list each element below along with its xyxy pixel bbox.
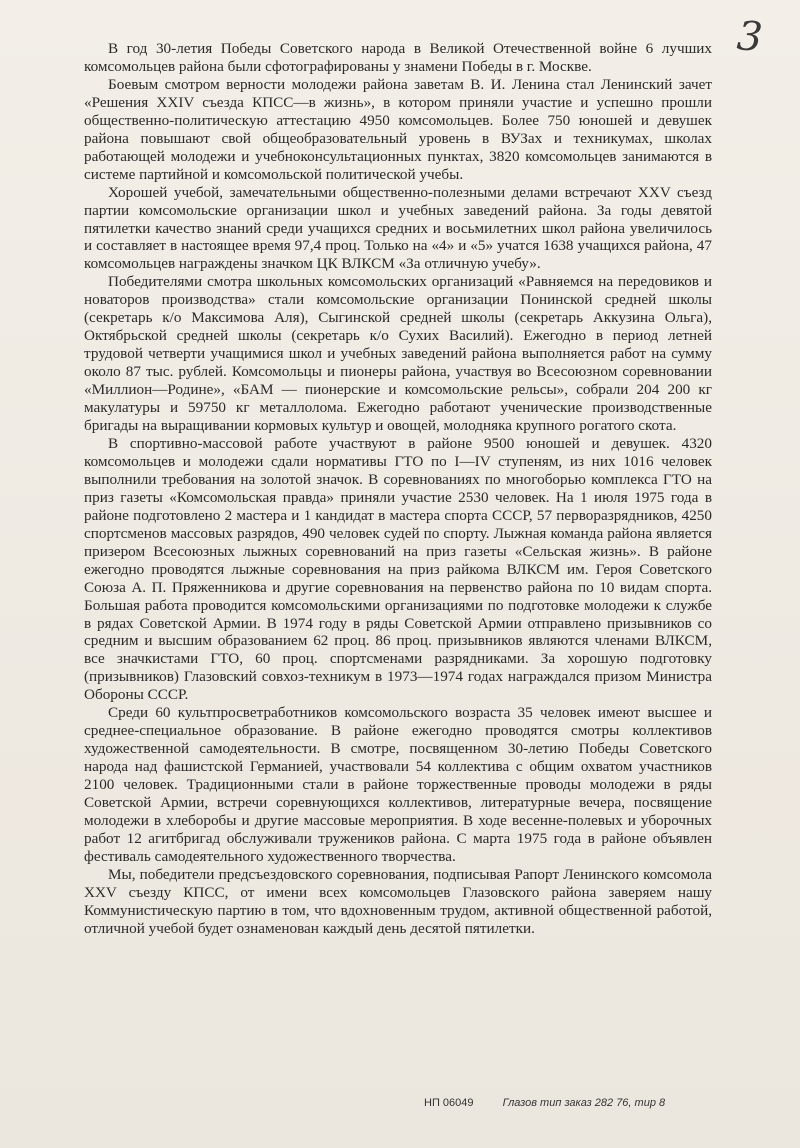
paragraph-5: В спортивно-массовой работе участвуют в районе 9500 юношей и девушек. 4320 комсомольцев и молодежи сдали нормативы ГТО по I—IV ступеням, из них 1016 человек выполнили требования на золотой значок. В соревнованиях по многоборью комплекса ГТО на приз газеты «Комсомольская правда» приняли участие 2530 человек. На 1 июля 1975 года в районе подготовлено 2 мастера и 1 кандидат в мастера спорта СССР, 57 перворазрядников, 4250 спортсменов массовых разрядов, 490 человек судей по спорту. Лыжная команда района является призером Всесоюзных лыжных соревнований на приз газеты «Сельская жизнь». В районе ежегодно проводятся лыжные соревнования на приз райкома ВЛКСМ им. Героя Советского Союза А. П. Пряженникова и другие соревнования на первенство района по 10 видам спорта. Большая работа проводится комсомольскими организациями по подготовке молодежи к службе в рядах Советской Армии. В 1974 году в ряды Советской Армии отправлено призывников со средним и высшим образованием 62 проц. 86 проц. призывников являются членами ВЛКСМ, все значкистами ГТО, 60 проц. спортсменами разрядниками. За хорошую подготовку (призывников) Глазовский совхоз-техникум в 1973—1974 годах награждался призом Министра Обороны СССР. — [84, 434, 712, 704]
print-footer — [424, 1097, 665, 1109]
paragraph-3: Хорошей учебой, замечательными общественно-полезными делами встречают XXV съезд партии комсомольские организации школ и учебных заведений района. За годы девятой пятилетки качество знаний среди учащихся средних и восьмилетних школ района увеличилось и составляет в настоящее время 97,4 проц. Только на «4» и «5» учатся 1638 учащихся района, 47 комсомольцев награждены значком ЦК ВЛКСМ «За отличную учебу». — [84, 183, 712, 273]
paragraph-2: Боевым смотром верности молодежи района заветам В. И. Ленина стал Ленинский зачет «Решения XXIV съезда КПСС—в жизнь», в котором приняли участие и успешно прошли общественно-политическую аттестацию 4950 комсомольцев. Более 750 юношей и девушек района повышают свой общеобразовательный уровень в ВУЗах и техникумах, школах работающей молодежи и учебноконсультационных пунктах, 3820 комсомольцев занимаются в системе партийной и комсомольской политической учебы. — [84, 75, 712, 183]
paragraph-1: В год 30-летия Победы Советского народа в Великой Отечественной войне 6 лучших комсомольцев района были сфотографированы у знамени Победы в г. Москве. — [84, 40, 712, 75]
footer-print-info: Глазов тип заказ 282 76, тир 8 — [502, 1097, 666, 1109]
paragraph-4: Победителями смотра школьных комсомольских организаций «Равняемся на передовиков и новаторов производства» стали комсомольские организации Понинской средней школы (секретарь к/о Максимова Аля), Сыгинской средней школы (секретарь Аккузина Ольга), Октябрьской средней школы (секретарь к/о Сухих Василий). Ежегодно в период летней трудовой четверти учащимися школ и учебных заведений района выполняется работ на сумму около 87 тыс. рублей. Комсомольцы и пионеры района, участвуя во Всесоюзном соревновании «Миллион—Родине», «БАМ — пионерские и комсомольские рельсы», собрали 204 200 кг макулатуры и 59750 кг металлолома. Ежегодно работают ученические производственные бригады на выращивании кормовых культур и овощей, молодняка крупного рогатого скота. — [84, 273, 712, 435]
body-text — [84, 40, 712, 938]
paragraph-6: Среди 60 культпросветработников комсомольского возраста 35 человек имеют высшее и среднее-специальное образование. В районе ежегодно проводятся смотры коллективов художественной самодеятельности. В смотре, посвященном 30-летию Победы Советского народа над фашистской Германией, участвовали 54 коллектива с общим охватом участников 2100 человек. Традиционными стали в районе торжественные проводы молодежи в ряды Советской Армии, встречи соревнующихся коллективов, литературные вечера, посвящение молодежи в хлеборобы и другие массовые мероприятия. В ходе весенне-полевых и уборочных работ 12 агитбригад обслуживали тружеников района. С марта 1975 года в районе объявлен фестиваль самодеятельного художественного творчества. — [84, 704, 712, 865]
footer-code: НП 06049 — [424, 1097, 474, 1109]
handwritten-page-number: 3 — [734, 13, 764, 61]
paragraph-7: Мы, победители предсъездовского соревнования, подписывая Рапорт Ленинского комсомола XXV съезду КПСС, от имени всех комсомольцев Глазовского района заверяем нашу Коммунистическую партию в том, что вдохновенным трудом, активной общественной работой, отличной учебой будет ознаменован каждый день десятой пятилетки. — [84, 865, 712, 937]
